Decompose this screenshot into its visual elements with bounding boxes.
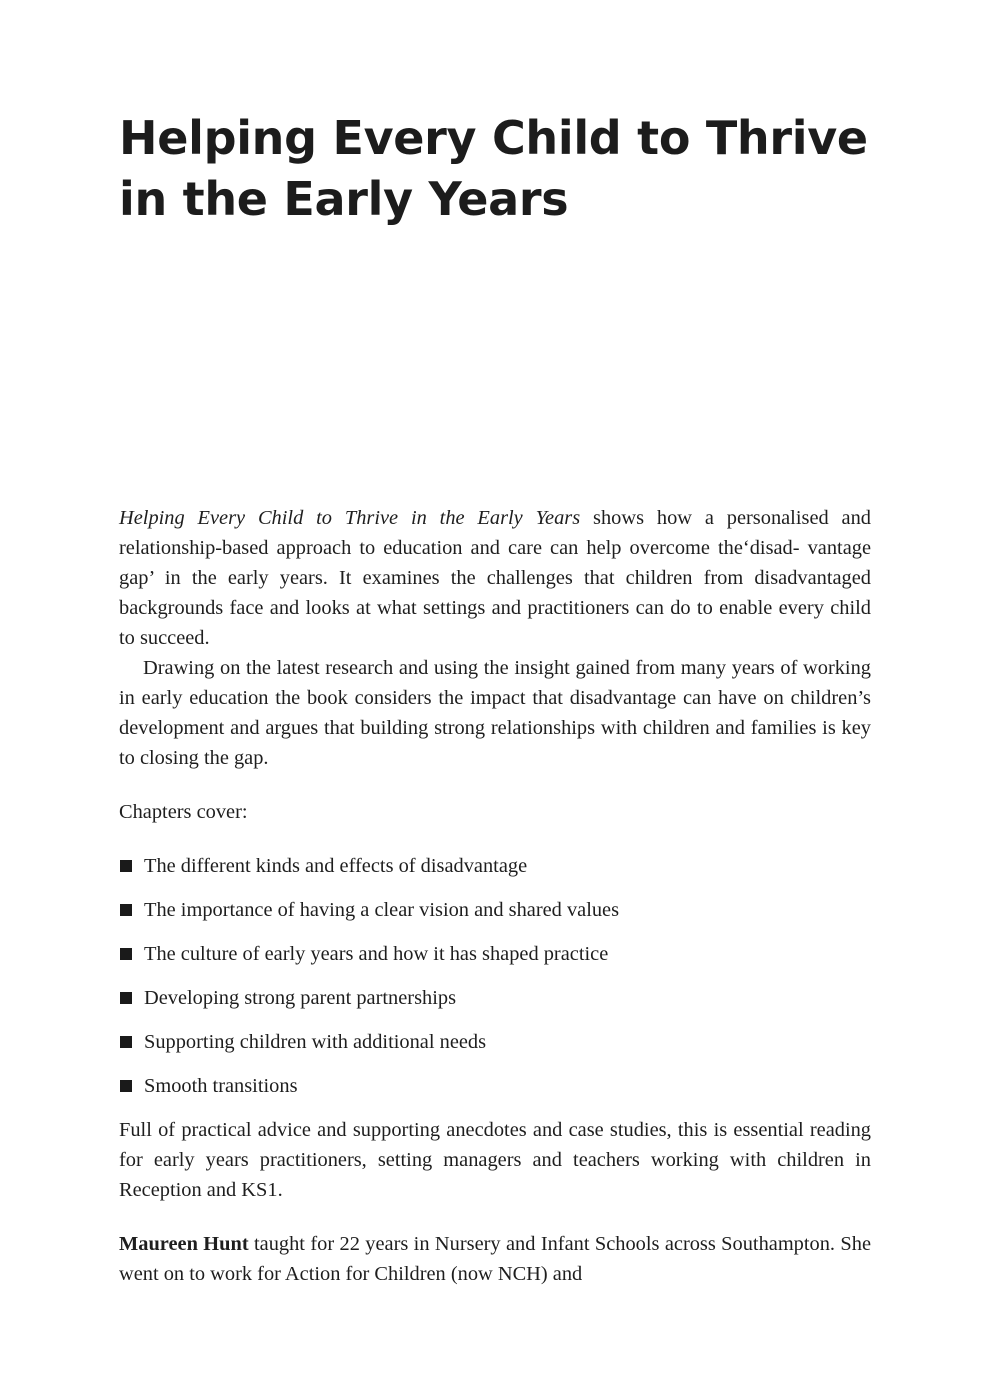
chapter-label: The importance of having a clear vision and shared values <box>144 899 620 921</box>
author-name: Maureen Hunt <box>119 1233 249 1255</box>
summary-paragraph: Full of practical advice and supporting anecdotes and case studies, this is essential reading for early years practitioners, setting managers and teachers working with children in Reception and KS1. <box>119 1119 871 1201</box>
intro-paragraph <box>119 503 871 653</box>
intro-text: shows how a personalised and relationship-based approach to education and care can help overcome the‘disad- vantage gap’ in the early years. It examines the challenges that children from disadvantaged backgrounds face and looks at what settings and practitioners can do to enable every child to succeed. <box>119 507 871 649</box>
intro-book-title: Helping Every Child to Thrive in the Early Years <box>119 507 581 529</box>
chapter-item <box>119 1071 871 1101</box>
blurb <box>119 503 871 1289</box>
author-bio-text: taught for 22 years in Nursery and Infant Schools across Southampton. She went on to work for Action for Children (now NCH) and <box>119 1233 871 1285</box>
chapter-label: The different kinds and effects of disadvantage <box>144 855 528 877</box>
book-title-line-2: in the Early Years <box>119 172 569 226</box>
square-bullet-icon <box>120 948 132 960</box>
chapter-item <box>119 851 871 881</box>
book-title-line-1: Helping Every Child to Thrive <box>119 111 868 165</box>
second-paragraph: Drawing on the latest research and using the insight gained from many years of working in early education the book considers the impact that disadvantage can have on children’s development and argues that building strong relationships with children and families is key to closing the gap. <box>119 657 871 769</box>
author-bio <box>119 1229 871 1289</box>
chapter-item <box>119 939 871 969</box>
square-bullet-icon <box>120 992 132 1004</box>
square-bullet-icon <box>120 1080 132 1092</box>
book-title <box>119 108 879 230</box>
square-bullet-icon <box>120 1036 132 1048</box>
chapter-label: The culture of early years and how it has shaped practice <box>144 943 609 965</box>
chapter-label: Developing strong parent partnerships <box>144 987 457 1009</box>
square-bullet-icon <box>120 860 132 872</box>
chapters-heading: Chapters cover: <box>119 801 248 823</box>
chapter-item <box>119 983 871 1013</box>
square-bullet-icon <box>120 904 132 916</box>
chapter-item <box>119 1027 871 1057</box>
chapter-item <box>119 895 871 925</box>
chapter-list <box>119 851 871 1101</box>
chapter-label: Smooth transitions <box>144 1075 298 1097</box>
chapter-label: Supporting children with additional needs <box>144 1031 487 1053</box>
